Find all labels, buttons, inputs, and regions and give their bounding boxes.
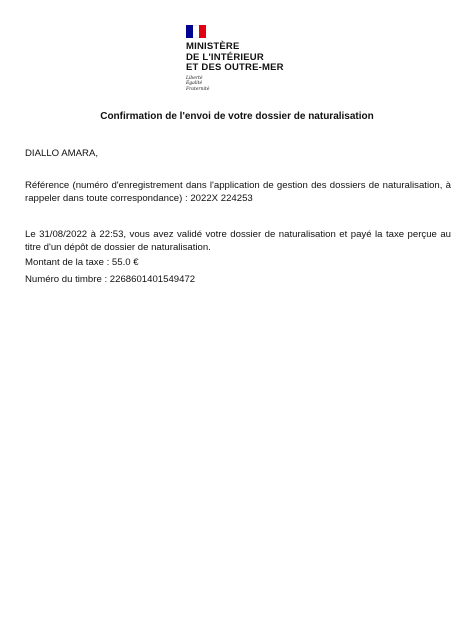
ministry-name-line-1: MINISTÈRE (186, 41, 240, 52)
recipient-name: DIALLO AMARA, (25, 148, 99, 159)
french-flag-icon (186, 25, 206, 38)
document-title: Confirmation de l'envoi de votre dossier de naturalisation (100, 111, 374, 122)
reference-line-1: Référence (numéro d'enregistrement dans l'application de gestion des dossiers de naturalisation, à (25, 180, 451, 191)
reference-paragraph (25, 179, 451, 205)
ministry-name-line-3: ET DES OUTRE-MER (186, 62, 284, 73)
validation-line-1: Le 31/08/2022 à 22:53, vous avez validé votre dossier de naturalisation et payé la taxe perçue au (25, 229, 451, 240)
validation-line-2: titre d'un dépôt de dossier de naturalisation. (25, 242, 211, 254)
validation-paragraph (25, 228, 451, 254)
republic-motto: Liberté Égalité Fraternité (186, 75, 210, 92)
tax-amount: Montant de la taxe : 55.0 € (25, 257, 139, 268)
reference-line-2: rappeler dans toute correspondance) : 2022X 224253 (25, 193, 253, 205)
ministry-name-line-2: DE L'INTÉRIEUR (186, 51, 264, 63)
stamp-number: Numéro du timbre : 2268601401549472 (25, 274, 196, 285)
ministry-logo (186, 25, 326, 92)
